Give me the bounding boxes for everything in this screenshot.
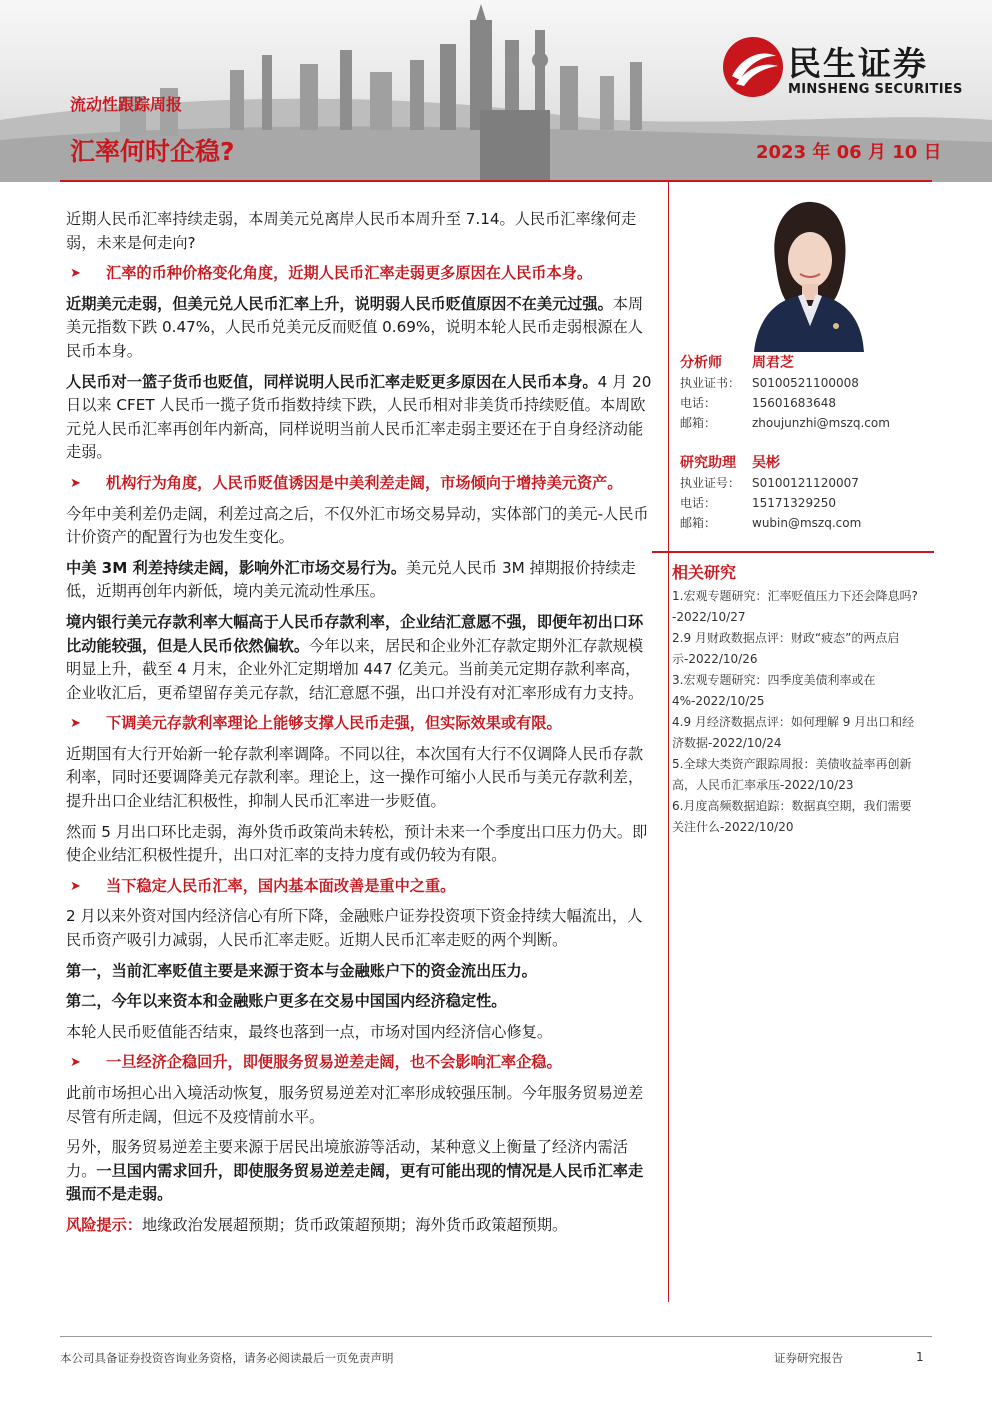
key-point-1: ➤ 汇率的币种价格变化角度，近期人民币汇率走弱更多原因在人民币本身。 — [66, 262, 654, 286]
report-header-banner — [0, 0, 992, 182]
related-divider — [652, 551, 934, 553]
paragraph: 此前市场担心出入境活动恢复，服务贸易逆差对汇率形成较强压制。今年服务贸易逆差尽管有所走阔，但远不及疫情前水平。 — [66, 1084, 644, 1126]
paragraph: 另外，服务贸易逆差主要来源于居民出境旅游等活动，某种意义上衡量了经济内需活力。一旦国内需求回升，即使服务贸易逆差走阔，更有可能出现的情况是人民币汇率走强而不是走弱。 — [66, 1138, 644, 1204]
footer-doc-type: 证券研究报告 — [774, 1351, 843, 1365]
bullet-arrow-icon: ➤ — [70, 1055, 81, 1071]
related-item[interactable]: 4.9 月经济数据点评：如何理解 9 月出口和经济数据-2022/10/24 — [672, 715, 915, 750]
main-content — [66, 208, 654, 1245]
analyst-name: 周君芝 — [752, 355, 794, 371]
logo-text-en: MINSHENG SECURITIES — [788, 82, 963, 97]
minsheng-logo — [722, 36, 962, 102]
intro-paragraph: 近期人民币汇率持续走弱，本周美元兑离岸人民币本周升至 7.14。人民币汇率缘何走弱，未来是何走向? — [66, 210, 637, 252]
risk-warning: 风险提示：地缘政治发展超预期；货币政策超预期；海外货币政策超预期。 — [66, 1215, 568, 1234]
analyst-phone-row: 电话： 15171329250 — [680, 496, 836, 510]
related-item[interactable]: 5.全球大类资产跟踪周报：美债收益率再创新高，人民币汇率承压-2022/10/23 — [672, 757, 912, 792]
header-divider — [60, 180, 932, 182]
key-point-4: ➤ 当下稳定人民币汇率，国内基本面改善是重中之重。 — [66, 875, 654, 899]
bullet-arrow-icon: ➤ — [70, 716, 81, 732]
paragraph: 2 月以来外资对国内经济信心有所下降，金融账户证券投资项下资金持续大幅流出，人民币资产吸引力减弱，人民币汇率走贬。近期人民币汇率走贬的两个判断。 — [66, 907, 643, 950]
analyst-cert-row: 执业证号： S0100121120007 — [680, 476, 859, 490]
footer-divider — [60, 1336, 932, 1337]
paragraph: 人民币对一篮子货币也贬值，同样说明人民币汇率走贬更多原因在人民币本身。4 月 20 日以来 CFET 人民币一揽子货币指数持续下跌，人民币相对非美货币持续贬值。本周欧元兑人民币汇率再创年内新高，同样说明当前人民币汇率走弱主要还在于自身经济动能走弱。 — [66, 372, 652, 462]
analyst-photo — [750, 194, 868, 352]
paragraph: 本轮人民币贬值能否结束，最终也落到一点，市场对国内经济信心修复。 — [66, 1022, 552, 1041]
report-title: 汇率何时企稳? — [70, 137, 235, 166]
key-point-2: ➤ 机构行为角度，人民币贬值诱因是中美利差走阔，市场倾向于增持美元资产。 — [66, 472, 654, 496]
related-research-list — [672, 586, 922, 838]
analyst-role: 分析师 — [680, 355, 722, 371]
related-item[interactable]: 3.宏观专题研究：四季度美债利率或在 4%-2022/10/25 — [672, 673, 876, 708]
analyst-name: 吴彬 — [752, 455, 780, 471]
analyst-email-row[interactable]: 邮箱： wubin@mszq.com — [680, 516, 862, 530]
paragraph: 第二，今年以来资本和金融账户更多在交易中国国内经济稳定性。 — [66, 992, 507, 1011]
paragraph: 近期美元走弱，但美元兑人民币汇率上升，说明弱人民币贬值原因不在美元过强。本周美元指数下跌 0.47%，人民币兑美元反而贬值 0.69%，说明本轮人民币走弱根源在人民币本身。 — [66, 294, 644, 360]
column-divider — [668, 182, 669, 1302]
logo-text-cn: 民生证券 — [788, 44, 928, 83]
related-item[interactable]: 1.宏观专题研究：汇率贬值压力下还会降息吗? -2022/10/27 — [672, 589, 918, 624]
key-point-5: ➤ 一旦经济企稳回升，即便服务贸易逆差走阔，也不会影响汇率企稳。 — [66, 1051, 654, 1075]
key-point-3: ➤ 下调美元存款利率理论上能够支撑人民币走强，但实际效果或有限。 — [66, 712, 654, 736]
bullet-arrow-icon: ➤ — [70, 878, 81, 894]
related-item[interactable]: 2.9 月财政数据点评：财政“疲态”的两点启示-2022/10/26 — [672, 631, 900, 666]
analyst-email-row[interactable]: 邮箱： zhoujunzhi@mszq.com — [680, 416, 890, 430]
report-date: 2023 年 06 月 10 日 — [756, 142, 942, 163]
paragraph: 今年中美利差仍走阔，利差过高之后，不仅外汇市场交易异动，实体部门的美元-人民币计价资产的配置行为也发生变化。 — [66, 504, 649, 547]
paragraph: 中美 3M 利差持续走阔，影响外汇市场交易行为。美元兑人民币 3M 掉期报价持续走低，近期再创年内新低，境内美元流动性承压。 — [66, 558, 636, 601]
analyst-cert-row: 执业证书： S0100521100008 — [680, 376, 859, 390]
bullet-arrow-icon: ➤ — [70, 266, 81, 282]
paragraph: 第一，当前汇率贬值主要是来源于资本与金融账户下的资金流出压力。 — [66, 961, 537, 980]
analyst-portrait-image — [750, 194, 868, 352]
related-item[interactable]: 6.月度高频数据追踪：数据真空期，我们需要关注什么-2022/10/20 — [672, 799, 912, 834]
footer-disclaimer: 本公司具备证券投资咨询业务资格，请务必阅读最后一页免责声明 — [60, 1351, 394, 1365]
paragraph: 近期国有大行开始新一轮存款利率调降。不同以往，本次国有大行不仅调降人民币存款利率，同时还要调降美元存款利率。理论上，这一操作可缩小人民币与美元存款利差，提升出口企业结汇积极性，抑制人民币汇率进一步贬值。 — [66, 744, 644, 811]
bullet-arrow-icon: ➤ — [70, 475, 81, 491]
analyst-phone-row: 电话： 15601683648 — [680, 396, 836, 410]
related-research-title: 相关研究 — [672, 563, 737, 582]
paragraph: 然而 5 月出口环比走弱，海外货币政策尚未转松，预计未来一个季度出口压力仍大。即使企业结汇积极性提升，出口对汇率的支持力度有或仍较为有限。 — [66, 822, 648, 865]
analyst-role: 研究助理 — [680, 455, 736, 471]
minsheng-logo-icon — [722, 36, 784, 98]
report-series: 流动性跟踪周报 — [70, 95, 183, 114]
paragraph: 境内银行美元存款利率大幅高于人民币存款利率，企业结汇意愿不强，即便年初出口环比动能较强，但是人民币依然偏软。今年以来，居民和企业外汇存款定期外汇存款规模明显上升，截至 4 月末，企业外汇定期增加 447 亿美元。当前美元定期存款利率高，企业收汇后，更希望留存美元存款，结汇意愿不强，出口并没有对汇率形成有力支持。 — [66, 612, 644, 702]
page-number: 1 — [916, 1350, 924, 1364]
